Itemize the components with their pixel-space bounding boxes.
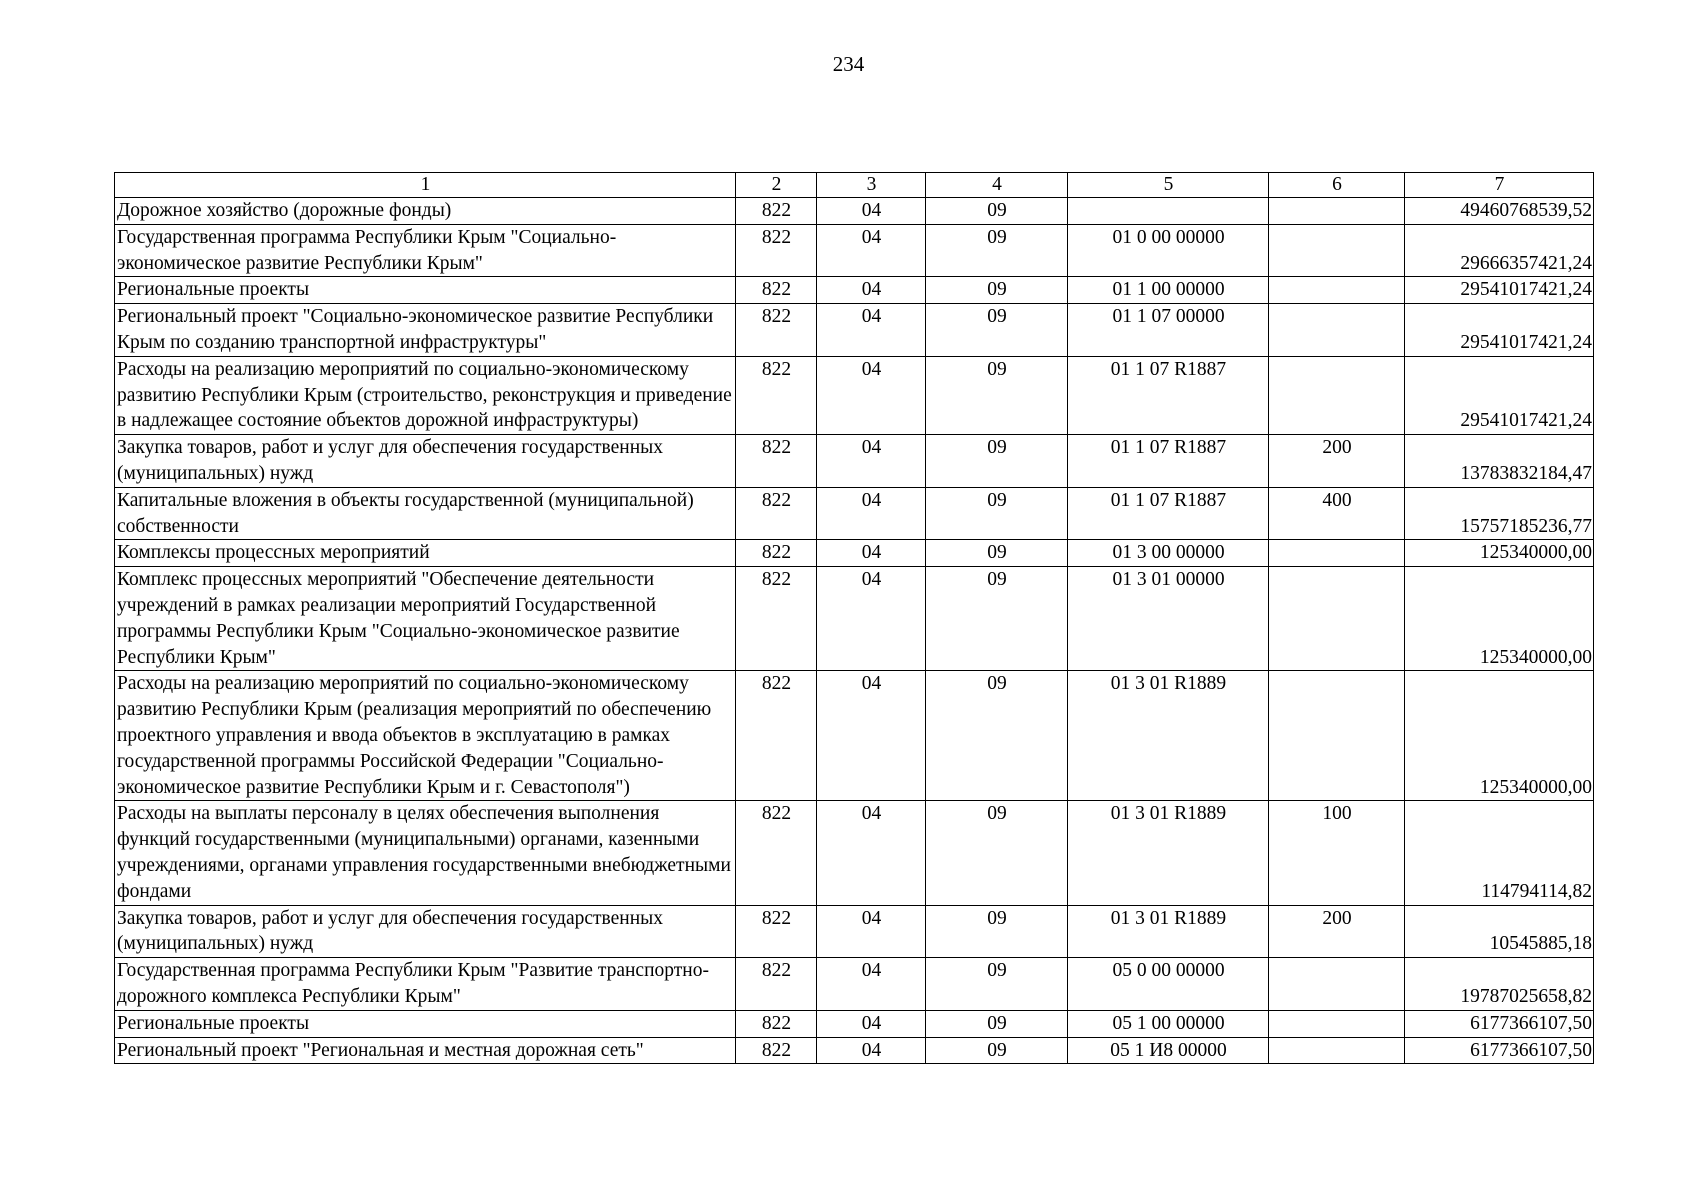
row-name-cell: Государственная программа Республики Крым "Развитие транспортно-дорожного комплекса Республики Крым" [115, 958, 736, 1011]
table-row [115, 277, 1594, 304]
row-amount-cell: 125340000,00 [1405, 540, 1594, 567]
column-header: 2 [736, 173, 817, 198]
table-body [115, 173, 1594, 1064]
row-code-cell: 04 [817, 277, 926, 304]
row-code-cell: 822 [736, 435, 817, 488]
row-name-cell: Региональные проекты [115, 277, 736, 304]
row-code-cell: 04 [817, 304, 926, 357]
row-code-cell: 01 1 00 00000 [1068, 277, 1269, 304]
row-amount-cell: 13783832184,47 [1405, 435, 1594, 488]
row-code-cell: 04 [817, 1037, 926, 1064]
table-row [115, 356, 1594, 434]
row-code-cell: 01 3 01 R1889 [1068, 671, 1269, 801]
row-code-cell: 09 [926, 224, 1068, 277]
row-code-cell: 09 [926, 487, 1068, 540]
row-code-cell: 09 [926, 540, 1068, 567]
row-code-cell: 822 [736, 1037, 817, 1064]
row-code-cell: 822 [736, 958, 817, 1011]
row-code-cell: 09 [926, 435, 1068, 488]
row-code-cell: 01 1 07 R1887 [1068, 356, 1269, 434]
row-code-cell: 04 [817, 198, 926, 225]
row-code-cell [1269, 304, 1405, 357]
row-code-cell: 04 [817, 671, 926, 801]
row-name-cell: Закупка товаров, работ и услуг для обеспечения государственных (муниципальных) нужд [115, 435, 736, 488]
row-code-cell: 01 1 07 00000 [1068, 304, 1269, 357]
table-row [115, 304, 1594, 357]
table-row [115, 1010, 1594, 1037]
row-code-cell: 04 [817, 958, 926, 1011]
row-amount-cell: 125340000,00 [1405, 671, 1594, 801]
row-code-cell: 822 [736, 487, 817, 540]
row-code-cell: 01 3 01 R1889 [1068, 905, 1269, 958]
table-row [115, 958, 1594, 1011]
row-code-cell: 09 [926, 958, 1068, 1011]
row-code-cell: 01 0 00 00000 [1068, 224, 1269, 277]
table-row [115, 224, 1594, 277]
row-code-cell: 822 [736, 671, 817, 801]
row-code-cell [1269, 671, 1405, 801]
row-amount-cell: 49460768539,52 [1405, 198, 1594, 225]
row-code-cell: 01 3 01 00000 [1068, 567, 1269, 671]
row-amount-cell: 29541017421,24 [1405, 356, 1594, 434]
row-code-cell: 09 [926, 567, 1068, 671]
row-code-cell: 822 [736, 277, 817, 304]
row-code-cell: 822 [736, 540, 817, 567]
row-code-cell: 04 [817, 1010, 926, 1037]
row-code-cell: 822 [736, 1010, 817, 1037]
row-code-cell [1269, 1010, 1405, 1037]
row-amount-cell: 29666357421,24 [1405, 224, 1594, 277]
row-name-cell: Региональный проект "Региональная и местная дорожная сеть" [115, 1037, 736, 1064]
row-name-cell: Региональные проекты [115, 1010, 736, 1037]
row-code-cell [1269, 277, 1405, 304]
row-code-cell: 822 [736, 304, 817, 357]
row-code-cell: 04 [817, 435, 926, 488]
row-code-cell: 09 [926, 1010, 1068, 1037]
row-amount-cell: 10545885,18 [1405, 905, 1594, 958]
row-code-cell: 822 [736, 801, 817, 905]
row-code-cell [1269, 224, 1405, 277]
row-name-cell: Комплексы процессных мероприятий [115, 540, 736, 567]
row-code-cell: 200 [1269, 435, 1405, 488]
row-code-cell [1068, 198, 1269, 225]
row-amount-cell: 6177366107,50 [1405, 1010, 1594, 1037]
column-header: 1 [115, 173, 736, 198]
table-row [115, 801, 1594, 905]
row-code-cell: 09 [926, 277, 1068, 304]
row-name-cell: Региональный проект "Социально-экономическое развитие Республики Крым по созданию транспортной инфраструктуры" [115, 304, 736, 357]
row-code-cell: 05 1 00 00000 [1068, 1010, 1269, 1037]
column-header: 5 [1068, 173, 1269, 198]
row-name-cell: Расходы на реализацию мероприятий по социально-экономическому развитию Республики Крым (строительство, реконструкция и приведение в надлежащее состояние объектов дорожной инфраструктуры) [115, 356, 736, 434]
page-number: 234 [832, 52, 865, 76]
column-header: 7 [1405, 173, 1594, 198]
row-code-cell: 05 0 00 00000 [1068, 958, 1269, 1011]
row-code-cell: 822 [736, 905, 817, 958]
header-row [115, 173, 1594, 198]
row-amount-cell: 6177366107,50 [1405, 1037, 1594, 1064]
row-code-cell: 400 [1269, 487, 1405, 540]
row-code-cell [1269, 540, 1405, 567]
row-code-cell: 822 [736, 567, 817, 671]
row-amount-cell: 125340000,00 [1405, 567, 1594, 671]
row-code-cell: 04 [817, 905, 926, 958]
row-code-cell: 200 [1269, 905, 1405, 958]
row-name-cell: Расходы на выплаты персоналу в целях обеспечения выполнения функций государственными (муниципальными) органами, казенными учреждениями, органами управления государственными внебюджетными фондами [115, 801, 736, 905]
column-header: 6 [1269, 173, 1405, 198]
row-amount-cell: 29541017421,24 [1405, 304, 1594, 357]
budget-table [114, 172, 1594, 1064]
table-row [115, 198, 1594, 225]
row-code-cell: 04 [817, 540, 926, 567]
table-row [115, 671, 1594, 801]
row-code-cell: 05 1 И8 00000 [1068, 1037, 1269, 1064]
row-code-cell: 100 [1269, 801, 1405, 905]
row-name-cell: Дорожное хозяйство (дорожные фонды) [115, 198, 736, 225]
row-code-cell [1269, 567, 1405, 671]
row-name-cell: Капитальные вложения в объекты государственной (муниципальной) собственности [115, 487, 736, 540]
row-code-cell [1269, 198, 1405, 225]
row-amount-cell: 19787025658,82 [1405, 958, 1594, 1011]
row-code-cell: 09 [926, 356, 1068, 434]
row-code-cell [1269, 958, 1405, 1011]
row-code-cell: 01 1 07 R1887 [1068, 435, 1269, 488]
row-code-cell: 04 [817, 801, 926, 905]
row-name-cell: Расходы на реализацию мероприятий по социально-экономическому развитию Республики Крым (реализация мероприятий по обеспечению проектного управления и ввода объектов в эксплуатацию в рамках государственной программы Российской Федерации "Социально-экономическое развитие Республики Крым и г. Севастополя") [115, 671, 736, 801]
row-code-cell: 09 [926, 1037, 1068, 1064]
row-code-cell: 04 [817, 567, 926, 671]
row-code-cell: 822 [736, 224, 817, 277]
column-header: 3 [817, 173, 926, 198]
row-code-cell: 822 [736, 356, 817, 434]
row-code-cell: 01 3 01 R1889 [1068, 801, 1269, 905]
row-amount-cell: 29541017421,24 [1405, 277, 1594, 304]
row-code-cell: 04 [817, 224, 926, 277]
row-code-cell [1269, 356, 1405, 434]
table-row [115, 905, 1594, 958]
row-code-cell [1269, 1037, 1405, 1064]
table-row [115, 1037, 1594, 1064]
row-code-cell: 01 1 07 R1887 [1068, 487, 1269, 540]
table-row [115, 435, 1594, 488]
row-amount-cell: 15757185236,77 [1405, 487, 1594, 540]
row-code-cell: 09 [926, 198, 1068, 225]
row-name-cell: Государственная программа Республики Крым "Социально-экономическое развитие Республики Крым" [115, 224, 736, 277]
row-code-cell: 04 [817, 356, 926, 434]
table-row [115, 487, 1594, 540]
table-row [115, 567, 1594, 671]
row-code-cell: 09 [926, 801, 1068, 905]
row-code-cell: 04 [817, 487, 926, 540]
row-name-cell: Комплекс процессных мероприятий "Обеспечение деятельности учреждений в рамках реализации мероприятий Государственной программы Республики Крым "Социально-экономическое развитие Республики Крым" [115, 567, 736, 671]
row-name-cell: Закупка товаров, работ и услуг для обеспечения государственных (муниципальных) нужд [115, 905, 736, 958]
row-amount-cell: 114794114,82 [1405, 801, 1594, 905]
row-code-cell: 09 [926, 304, 1068, 357]
row-code-cell: 822 [736, 198, 817, 225]
column-header: 4 [926, 173, 1068, 198]
table-row [115, 540, 1594, 567]
row-code-cell: 09 [926, 905, 1068, 958]
row-code-cell: 01 3 00 00000 [1068, 540, 1269, 567]
row-code-cell: 09 [926, 671, 1068, 801]
